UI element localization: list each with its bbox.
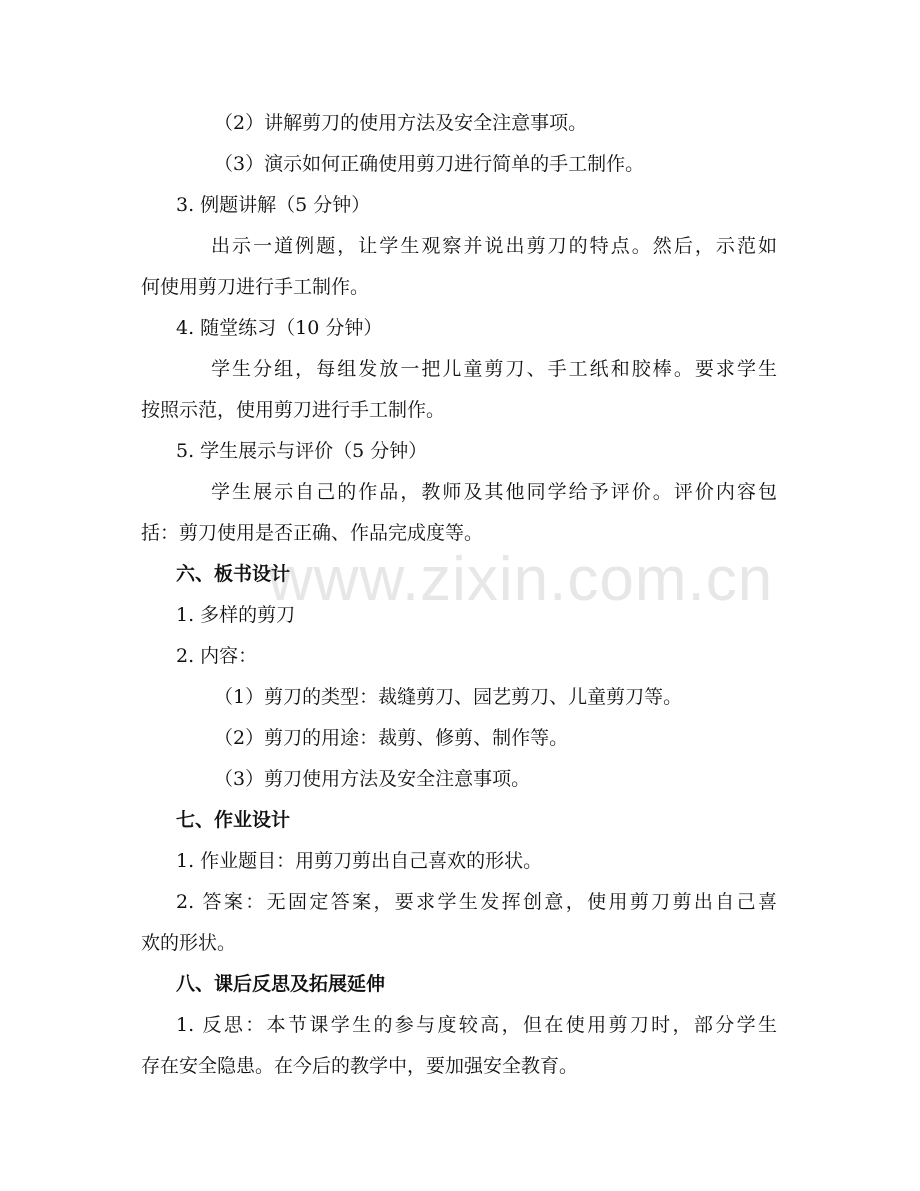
paragraph-line: （1）剪刀的类型：裁缝剪刀、园艺剪刀、儿童剪刀等。 [214, 686, 683, 708]
list-item: 3. 例题讲解（5 分钟） [176, 194, 371, 216]
list-item: 1. 反思：本节课学生的参与度较高，但在使用剪刀时，部分学生 [176, 1014, 777, 1036]
paragraph-line: 学生展示自己的作品，教师及其他同学给予评价。评价内容包 [211, 481, 777, 503]
paragraph-line: 括：剪刀使用是否正确、作品完成度等。 [141, 522, 484, 544]
list-item: 1. 作业题目：用剪刀剪出自己喜欢的形状。 [176, 850, 543, 872]
list-item: 1. 多样的剪刀 [176, 604, 296, 626]
paragraph-line: 何使用剪刀进行手工制作。 [141, 276, 370, 298]
section-heading: 七、作业设计 [176, 809, 291, 831]
list-item: 2. 答案：无固定答案，要求学生发挥创意，使用剪刀剪出自己喜 [176, 891, 777, 913]
paragraph-line: 学生分组，每组发放一把儿童剪刀、手工纸和胶棒。要求学生 [211, 358, 777, 380]
paragraph-line: （2）讲解剪刀的使用方法及安全注意事项。 [214, 112, 588, 134]
watermark: www.zixin.com.cn [268, 545, 774, 614]
section-heading: 八、课后反思及拓展延伸 [176, 973, 386, 995]
paragraph-line: 出示一道例题，让学生观察并说出剪刀的特点。然后，示范如 [211, 235, 777, 257]
paragraph-line: （3）演示如何正确使用剪刀进行简单的手工制作。 [214, 153, 645, 175]
paragraph-line: 存在安全隐患。在今后的教学中，要加强安全教育。 [141, 1055, 579, 1077]
list-item: 5. 学生展示与评价（5 分钟） [176, 440, 428, 462]
paragraph-line: （2）剪刀的用途：裁剪、修剪、制作等。 [214, 727, 569, 749]
paragraph-line: （3）剪刀使用方法及安全注意事项。 [214, 768, 531, 790]
section-heading: 六、板书设计 [176, 563, 291, 585]
list-item: 2. 内容： [176, 645, 258, 667]
list-item: 4. 随堂练习（10 分钟） [176, 317, 383, 339]
paragraph-line: 按照示范，使用剪刀进行手工制作。 [141, 399, 446, 421]
paragraph-line: 欢的形状。 [141, 932, 237, 954]
